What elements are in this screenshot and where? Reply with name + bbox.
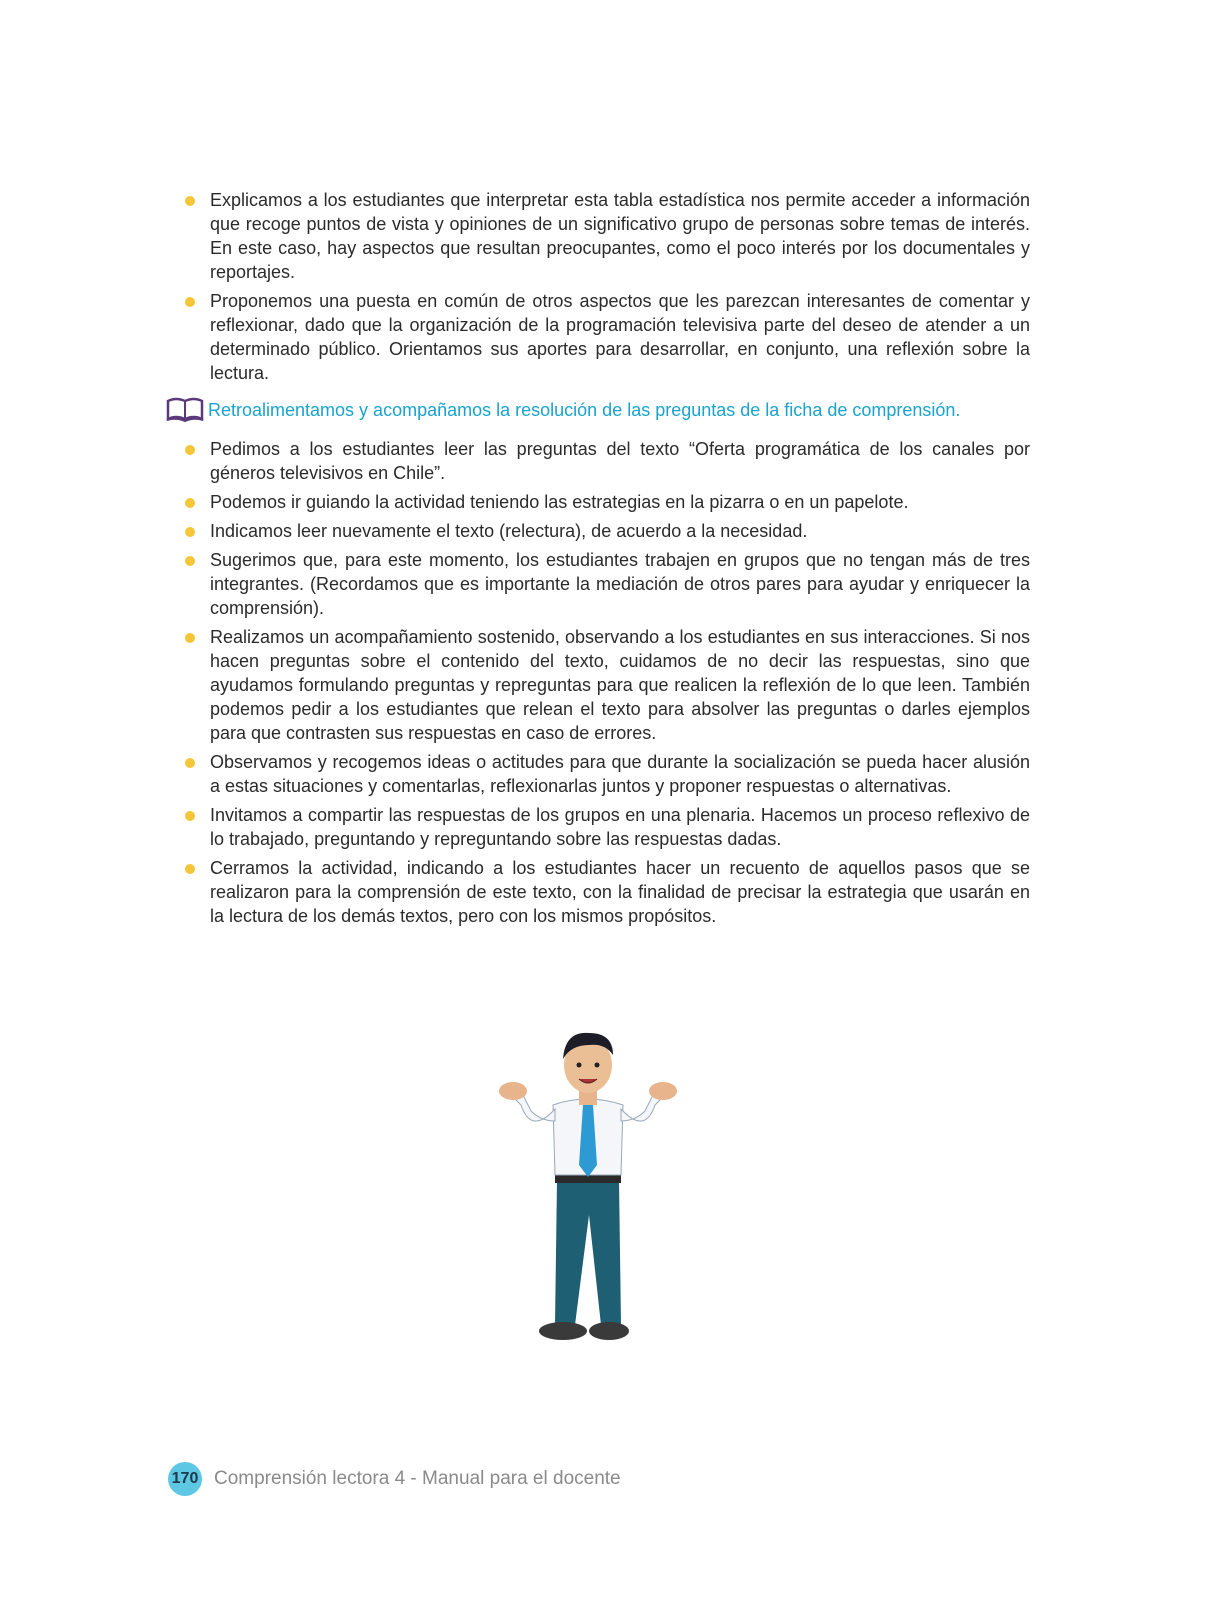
bullet-dot bbox=[185, 445, 195, 455]
bullet-dot bbox=[185, 297, 195, 307]
bullet-dot bbox=[185, 864, 195, 874]
list-item: Invitamos a compartir las respuestas de los grupos en una plenaria. Hacemos un proceso reflexivo de lo trabajado, preguntando y repreguntando sobre las respuestas dadas. bbox=[180, 803, 1030, 851]
bullet-dot bbox=[185, 527, 195, 537]
book-icon bbox=[166, 397, 204, 423]
list-item: Cerramos la actividad, indicando a los estudiantes hacer un recuento de aquellos pasos que se realizaron para la comprensión de este texto, con la finalidad de precisar la estrategia que usarán en la lectura de los demás textos, pero con los mismos propósitos. bbox=[180, 856, 1030, 928]
bullet-dot bbox=[185, 196, 195, 206]
main-content bbox=[180, 188, 1030, 933]
bullet-dot bbox=[185, 758, 195, 768]
page-footer bbox=[168, 1462, 621, 1496]
bullet-dot bbox=[185, 556, 195, 566]
bullet-list-bottom bbox=[180, 437, 1030, 928]
list-item: Indicamos leer nuevamente el texto (relectura), de acuerdo a la necesidad. bbox=[180, 519, 1030, 543]
page-number-badge: 170 bbox=[168, 1462, 202, 1496]
list-item: Sugerimos que, para este momento, los estudiantes trabajen en grupos que no tengan más de tres integrantes. (Recordamos que es importante la mediación de otros pares para ayudar y enriquecer la comprensión). bbox=[180, 548, 1030, 620]
bullet-dot bbox=[185, 498, 195, 508]
list-item: Observamos y recogemos ideas o actitudes para que durante la socialización se pueda hacer alusión a estas situaciones y comentarlas, reflexionarlas juntos y proponer respuestas o alternativas. bbox=[180, 750, 1030, 798]
footer-title: Comprensión lectora 4 - Manual para el docente bbox=[214, 1468, 621, 1489]
bullet-dot bbox=[185, 633, 195, 643]
section-heading-text: Retroalimentamos y acompañamos la resolución de las preguntas de la ficha de comprensión. bbox=[208, 399, 961, 420]
list-item: Proponemos una puesta en común de otros aspectos que les parezcan interesantes de comentar y reflexionar, dado que la organización de la programación televisiva parte del deseo de atender a un determinado público. Orientamos sus aportes para desarrollar, en conjunto, una reflexión sobre la lectura. bbox=[180, 289, 1030, 385]
list-item: Pedimos a los estudiantes leer las preguntas del texto “Oferta programática de los canales por géneros televisivos en Chile”. bbox=[180, 437, 1030, 485]
teacher-illustration bbox=[497, 1025, 687, 1365]
list-item: Realizamos un acompañamiento sostenido, observando a los estudiantes en sus interacciones. Si nos hacen preguntas sobre el contenido del texto, cuidamos de no decir las respuestas, sino que ayudamos formulando preguntas y repreguntas para que realicen la reflexión de lo que leen. También podemos pedir a los estudiantes que relean el texto para absolver las preguntas o darles ejemplos para que contrasten sus respuestas en caso de errores. bbox=[180, 625, 1030, 745]
list-item: Explicamos a los estudiantes que interpretar esta tabla estadística nos permite acceder a información que recoge puntos de vista y opiniones de un significativo grupo de personas sobre temas de interés. En este caso, hay aspectos que resultan preocupantes, como el poco interés por los documentales y reportajes. bbox=[180, 188, 1030, 284]
bullet-dot bbox=[185, 811, 195, 821]
list-item: Podemos ir guiando la actividad teniendo las estrategias en la pizarra o en un papelote. bbox=[180, 490, 1030, 514]
bullet-list-top bbox=[180, 188, 1030, 385]
section-heading bbox=[166, 397, 1030, 423]
